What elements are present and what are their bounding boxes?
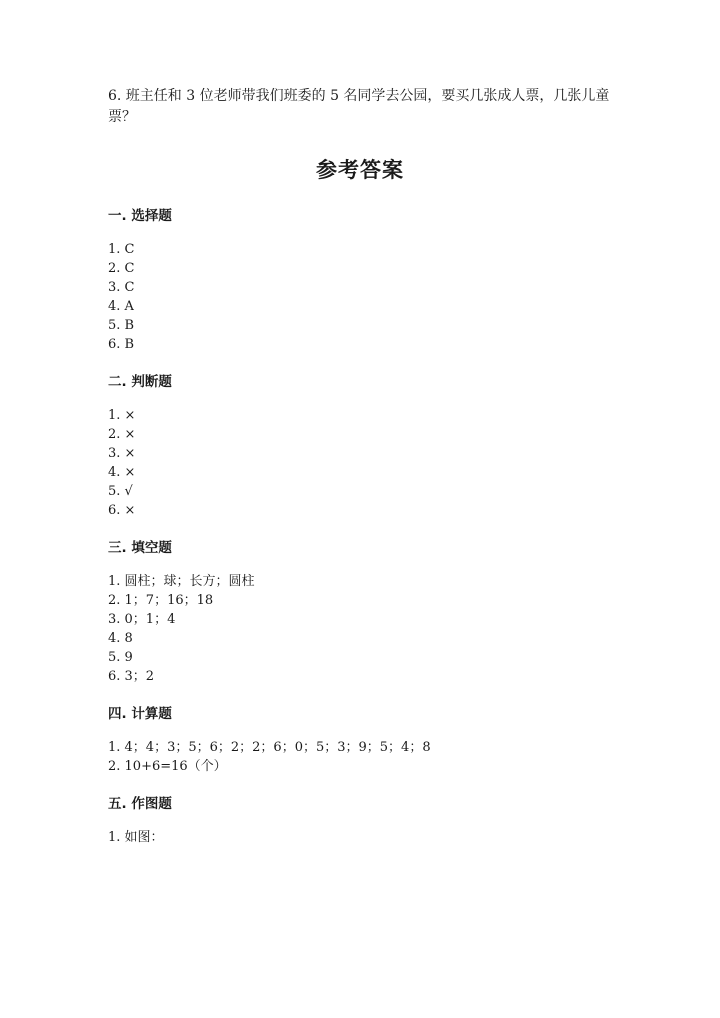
answer-item: 1. 4；4；3；5；6；2；2；6；0；5；3；9；5；4；8	[108, 740, 431, 755]
section-title: 五. 作图题	[108, 796, 172, 812]
answer-item: 6. 3；2	[108, 669, 155, 684]
answer-item: 4. 8	[108, 631, 133, 646]
document-page	[108, 86, 612, 865]
answer-item: 6. ×	[108, 503, 136, 518]
answer-item: 1. 如图：	[108, 830, 164, 845]
answer-item: 6. B	[108, 337, 135, 352]
answer-item: 3. 0；1；4	[108, 612, 176, 627]
answer-item: 2. 1；7；16；18	[108, 593, 214, 608]
answer-item: 3. ×	[108, 446, 136, 461]
section-calculation	[108, 704, 612, 776]
answer-list	[108, 406, 612, 520]
answer-list	[108, 828, 612, 847]
answer-item: 1. ×	[108, 408, 136, 423]
answer-list	[108, 572, 612, 686]
section-judgement	[108, 372, 612, 520]
section-title: 一. 选择题	[108, 208, 172, 224]
answer-item: 2. C	[108, 261, 135, 276]
answer-item: 4. A	[108, 299, 134, 314]
answer-item: 2. ×	[108, 427, 136, 442]
section-fill-blank	[108, 538, 612, 686]
answer-title: 参考答案	[316, 158, 404, 182]
answer-item: 5. √	[108, 484, 133, 499]
section-choice	[108, 206, 612, 354]
question-6: 6. 班主任和 3 位老师带我们班委的 5 名同学去公园，要买几张成人票，几张儿童票？	[108, 88, 610, 125]
answer-item: 3. C	[108, 280, 135, 295]
answer-item: 5. 9	[108, 650, 133, 665]
section-drawing	[108, 794, 612, 847]
answer-list	[108, 240, 612, 354]
answer-item: 2. 10+6=16（个）	[108, 759, 227, 774]
answer-item: 1. C	[108, 242, 135, 257]
section-title: 二. 判断题	[108, 374, 172, 390]
answer-item: 4. ×	[108, 465, 136, 480]
answer-item: 5. B	[108, 318, 135, 333]
section-title: 三. 填空题	[108, 540, 172, 556]
answer-list	[108, 738, 612, 776]
answer-item: 1. 圆柱；球；长方；圆柱	[108, 574, 255, 589]
section-title: 四. 计算题	[108, 706, 172, 722]
